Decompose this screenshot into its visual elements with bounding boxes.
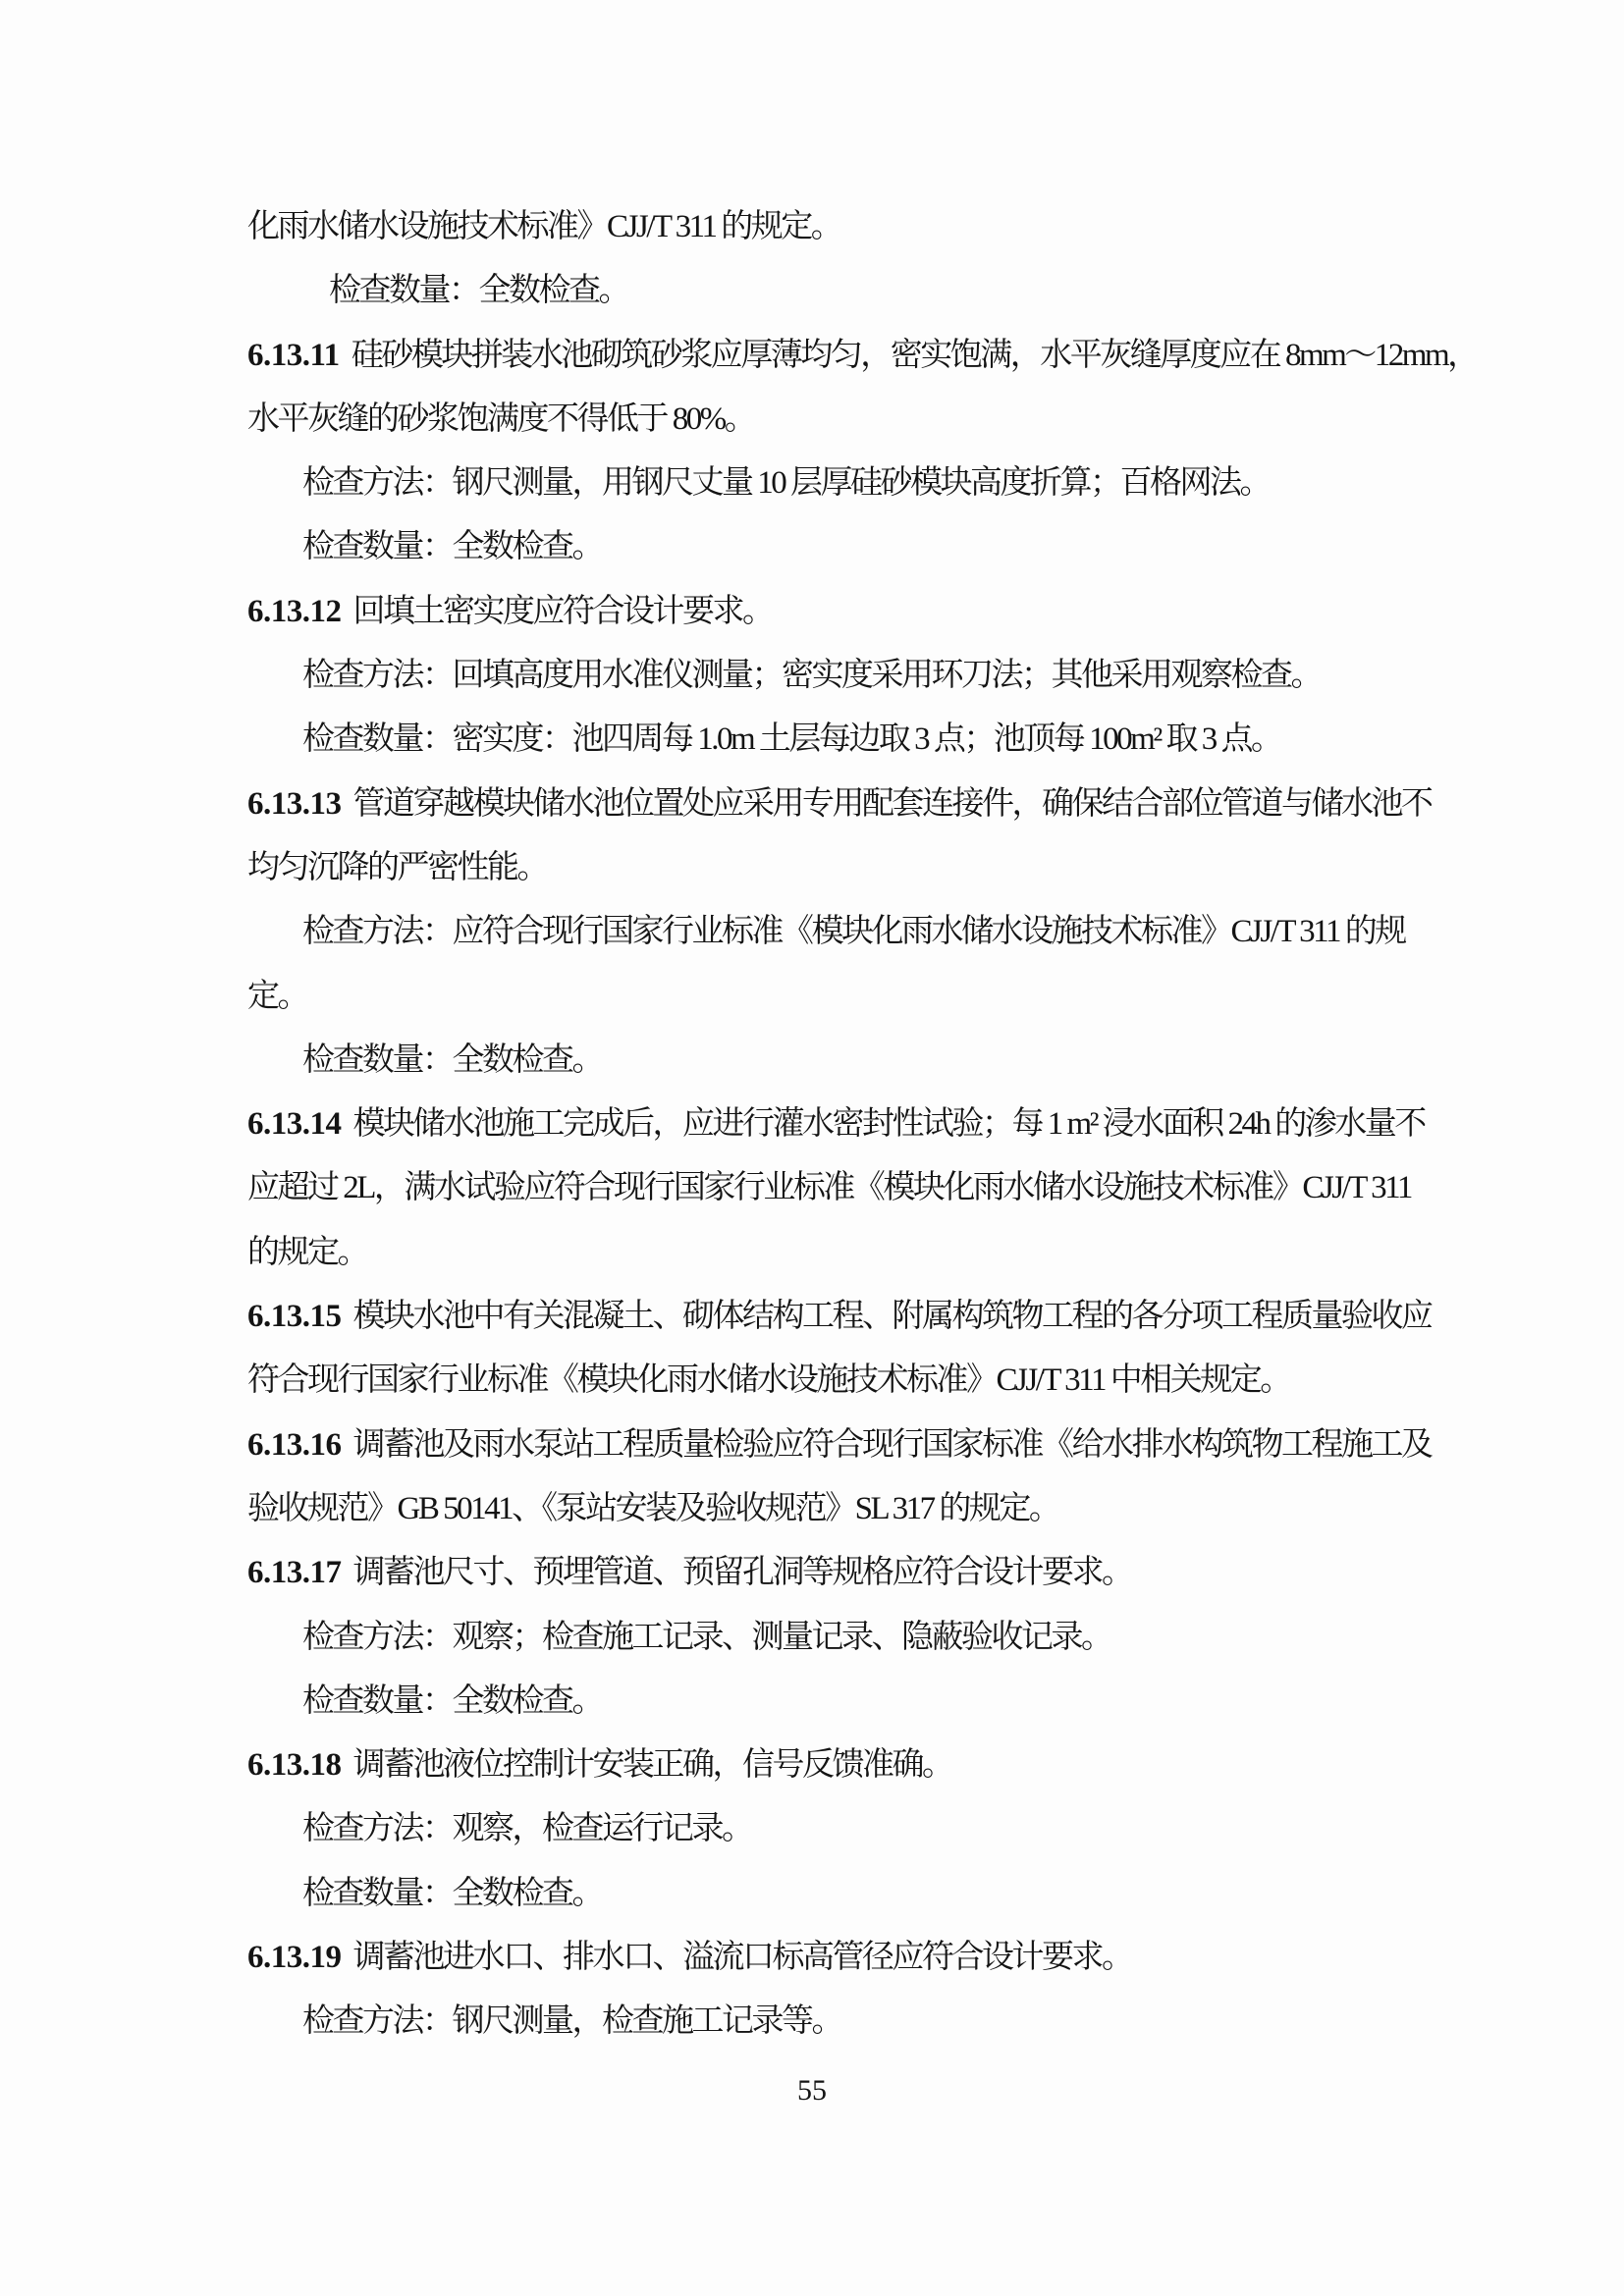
page-number: 55 bbox=[797, 2074, 827, 2107]
clause-6-13-16-line bbox=[247, 1414, 1624, 1477]
line-text: 检查数量：密实度：池四周每 1.0m 土层每边取 3 点；池顶每 100m² 取 3 点。 bbox=[302, 721, 1281, 758]
continuation-line bbox=[247, 1349, 1624, 1413]
line-text: 模块储水池施工完成后，应进行灌水密封性试验；每 1 m² 浸水面积 24h 的渗水量不 bbox=[352, 1106, 1425, 1143]
line-text: 检查数量：全数检查。 bbox=[302, 1041, 602, 1078]
line-text: 检查方法：钢尺测量，检查施工记录等。 bbox=[302, 2003, 841, 2040]
line-text: 检查方法：钢尺测量，用钢尺丈量 10 层厚硅砂模块高度折算；百格网法。 bbox=[302, 465, 1270, 502]
line-text: 检查方法：观察，检查运行记录。 bbox=[302, 1811, 752, 1847]
clause-number: 6.13.15 bbox=[247, 1299, 342, 1335]
clause-6-13-15-line bbox=[247, 1285, 1624, 1349]
line-text: 检查方法：回填高度用水准仪测量；密实度采用环刀法；其他采用观察检查。 bbox=[302, 658, 1321, 694]
clause-6-13-11-line bbox=[247, 324, 1624, 388]
line-text: 检查数量：全数检查。 bbox=[302, 1682, 602, 1719]
check-method-line bbox=[247, 900, 1624, 964]
line-text: 均匀沉降的严密性能。 bbox=[247, 849, 547, 885]
line-text: 的规定。 bbox=[247, 1234, 367, 1270]
line-text: 检查方法：应符合现行国家行业标准《模块化雨水储水设施技术标准》CJJ/T 311 的规 bbox=[302, 914, 1405, 950]
line-text: 定。 bbox=[247, 978, 307, 1014]
line-text: 调蓄池及雨水泵站工程质量检验应符合现行国家标准《给水排水构筑物工程施工及 bbox=[352, 1426, 1432, 1463]
continuation-line bbox=[247, 965, 1624, 1029]
check-quantity-line bbox=[247, 708, 1624, 772]
check-method-line bbox=[247, 1606, 1624, 1670]
line-text: 硅砂模块拼装水池砌筑砂浆应厚薄均匀，密实饱满，水平灰缝厚度应在 8mm～12mm， bbox=[351, 337, 1478, 373]
check-quantity-line bbox=[247, 259, 1624, 323]
clause-6-13-13-line bbox=[247, 773, 1624, 836]
continuation-line bbox=[247, 1477, 1624, 1541]
clause-6-13-19-line bbox=[247, 1926, 1624, 1990]
continuation-line bbox=[247, 195, 1624, 259]
line-text: 检查数量：全数检查。 bbox=[329, 273, 628, 309]
clause-6-13-14-line bbox=[247, 1093, 1624, 1156]
check-method-line bbox=[247, 1990, 1624, 2054]
clause-number: 6.13.14 bbox=[247, 1106, 342, 1143]
clause-number: 6.13.16 bbox=[247, 1426, 342, 1463]
clause-6-13-17-line bbox=[247, 1541, 1624, 1605]
continuation-line bbox=[247, 1156, 1624, 1220]
check-method-line bbox=[247, 452, 1624, 515]
line-text: 检查方法：观察；检查施工记录、测量记录、隐蔽验收记录。 bbox=[302, 1619, 1111, 1655]
line-text: 化雨水储水设施技术标准》CJJ/T 311 的规定。 bbox=[247, 209, 841, 244]
continuation-line bbox=[247, 1221, 1624, 1285]
clause-number: 6.13.19 bbox=[247, 1940, 342, 1976]
clause-number: 6.13.12 bbox=[247, 593, 342, 629]
line-text: 调蓄池尺寸、预埋管道、预留孔洞等规格应符合设计要求。 bbox=[352, 1555, 1132, 1591]
line-text: 模块水池中有关混凝土、砌体结构工程、附属构筑物工程的各分项工程质量验收应 bbox=[352, 1299, 1432, 1335]
line-text: 符合现行国家行业标准《模块化雨水储水设施技术标准》CJJ/T 311 中相关规定。 bbox=[247, 1362, 1290, 1399]
line-text: 回填土密实度应符合设计要求。 bbox=[352, 593, 773, 629]
clause-number: 6.13.13 bbox=[247, 785, 342, 822]
clause-number: 6.13.17 bbox=[247, 1555, 342, 1591]
clause-number: 6.13.11 bbox=[247, 337, 340, 373]
check-quantity-line bbox=[247, 1862, 1624, 1926]
check-quantity-line bbox=[247, 515, 1624, 579]
document-text-block bbox=[247, 195, 1624, 2055]
check-quantity-line bbox=[247, 1670, 1624, 1734]
continuation-line bbox=[247, 836, 1624, 900]
line-text: 水平灰缝的砂浆饱满度不得低于 80%。 bbox=[247, 400, 755, 437]
check-method-line bbox=[247, 644, 1624, 708]
line-text: 验收规范》GB 50141、《泵站安装及验收规范》SL 317 的规定。 bbox=[247, 1490, 1059, 1526]
continuation-line bbox=[247, 388, 1624, 452]
line-text: 应超过 2L，满水试验应符合现行国家行业标准《模块化雨水储水设施技术标准》CJJ/T 311 bbox=[247, 1170, 1411, 1206]
line-text: 调蓄池进水口、排水口、溢流口标高管径应符合设计要求。 bbox=[352, 1940, 1132, 1976]
check-method-line bbox=[247, 1797, 1624, 1861]
clause-6-13-18-line bbox=[247, 1734, 1624, 1797]
clause-6-13-12-line bbox=[247, 580, 1624, 644]
line-text: 检查数量：全数检查。 bbox=[302, 529, 602, 565]
line-text: 管道穿越模块储水池位置处应采用专用配套连接件，确保结合部位管道与储水池不 bbox=[352, 785, 1432, 822]
line-text: 检查数量：全数检查。 bbox=[302, 1875, 602, 1911]
clause-number: 6.13.18 bbox=[247, 1747, 342, 1784]
check-quantity-line bbox=[247, 1029, 1624, 1093]
line-text: 调蓄池液位控制计安装正确，信号反馈准确。 bbox=[352, 1747, 952, 1784]
